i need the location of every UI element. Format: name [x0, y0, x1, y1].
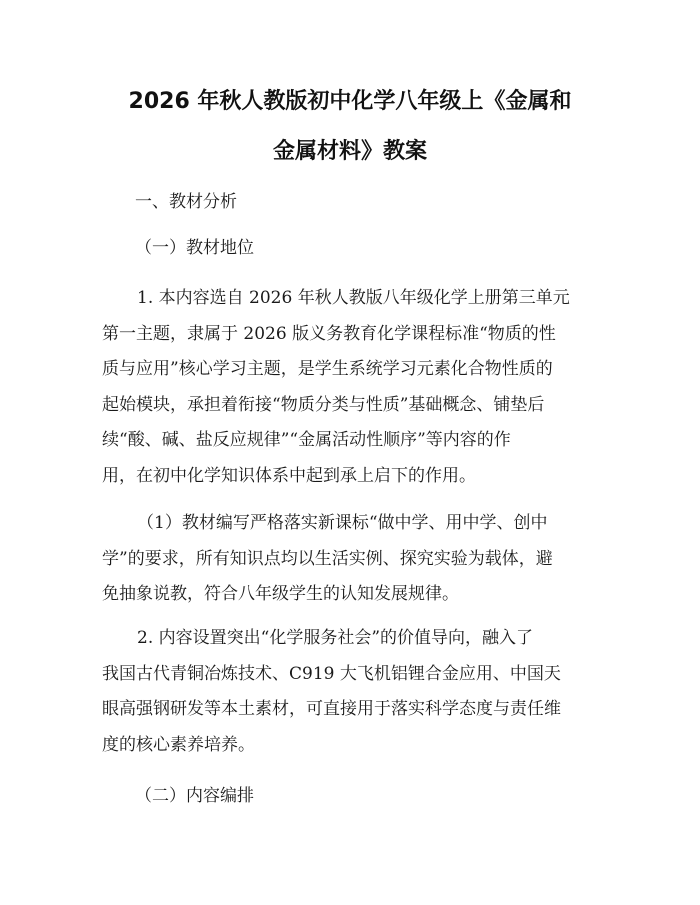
- heading-text: （二）内容编排: [135, 786, 254, 806]
- title-line: 金属材料》教案: [272, 139, 427, 164]
- heading-text: 一、教材分析: [135, 192, 237, 212]
- paragraph-textbook-writing: [102, 506, 602, 613]
- subsection-heading: [135, 231, 635, 267]
- paragraph-line: 续“酸、碱、盐反应规律”“金属活动性顺序”等内容的作: [102, 430, 511, 450]
- paragraph-line: （1）教材编写严格落实新课标“做中学、用中学、创中: [137, 513, 548, 533]
- paragraph-line: 度的核心素养培养。: [102, 734, 255, 755]
- paragraph-line: 我国古代青铜冶炼技术、C919 大飞机铝锂合金应用、中国天: [102, 663, 561, 684]
- heading-text: （一）教材地位: [135, 238, 254, 258]
- paragraph-line: 第一主题，隶属于 2026 版义务教育化学课程标准“物质的性: [102, 323, 556, 344]
- paragraph-line: 用，在初中化学知识体系中起到承上启下的作用。: [102, 465, 476, 486]
- title-line: 2026 年秋人教版初中化学八年级上《金属和: [128, 89, 572, 114]
- subsection-heading: [135, 779, 635, 815]
- paragraph-position: [102, 281, 602, 494]
- paragraph-value-orientation: [102, 621, 602, 763]
- paragraph-line: 眼高强钢研发等本土素材，可直接用于落实科学态度与责任维: [102, 699, 561, 719]
- paragraph-line: 起始模块，承担着衔接“物质分类与性质”基础概念、铺垫后: [102, 394, 545, 415]
- section-heading: [135, 185, 635, 221]
- document-title: [90, 77, 610, 177]
- paragraph-line: 学”的要求，所有知识点均以生活实例、探究实验为载体，避: [102, 548, 553, 569]
- paragraph-line: 2. 内容设置突出“化学服务社会”的价值导向，融入了: [137, 628, 534, 648]
- paragraph-line: 1. 本内容选自 2026 年秋人教版八年级化学上册第三单元: [137, 288, 570, 308]
- paragraph-line: 质与应用”核心学习主题，是学生系统学习元素化合物性质的: [102, 359, 553, 379]
- paragraph-line: 免抽象说教，符合八年级学生的认知发展规律。: [102, 584, 459, 604]
